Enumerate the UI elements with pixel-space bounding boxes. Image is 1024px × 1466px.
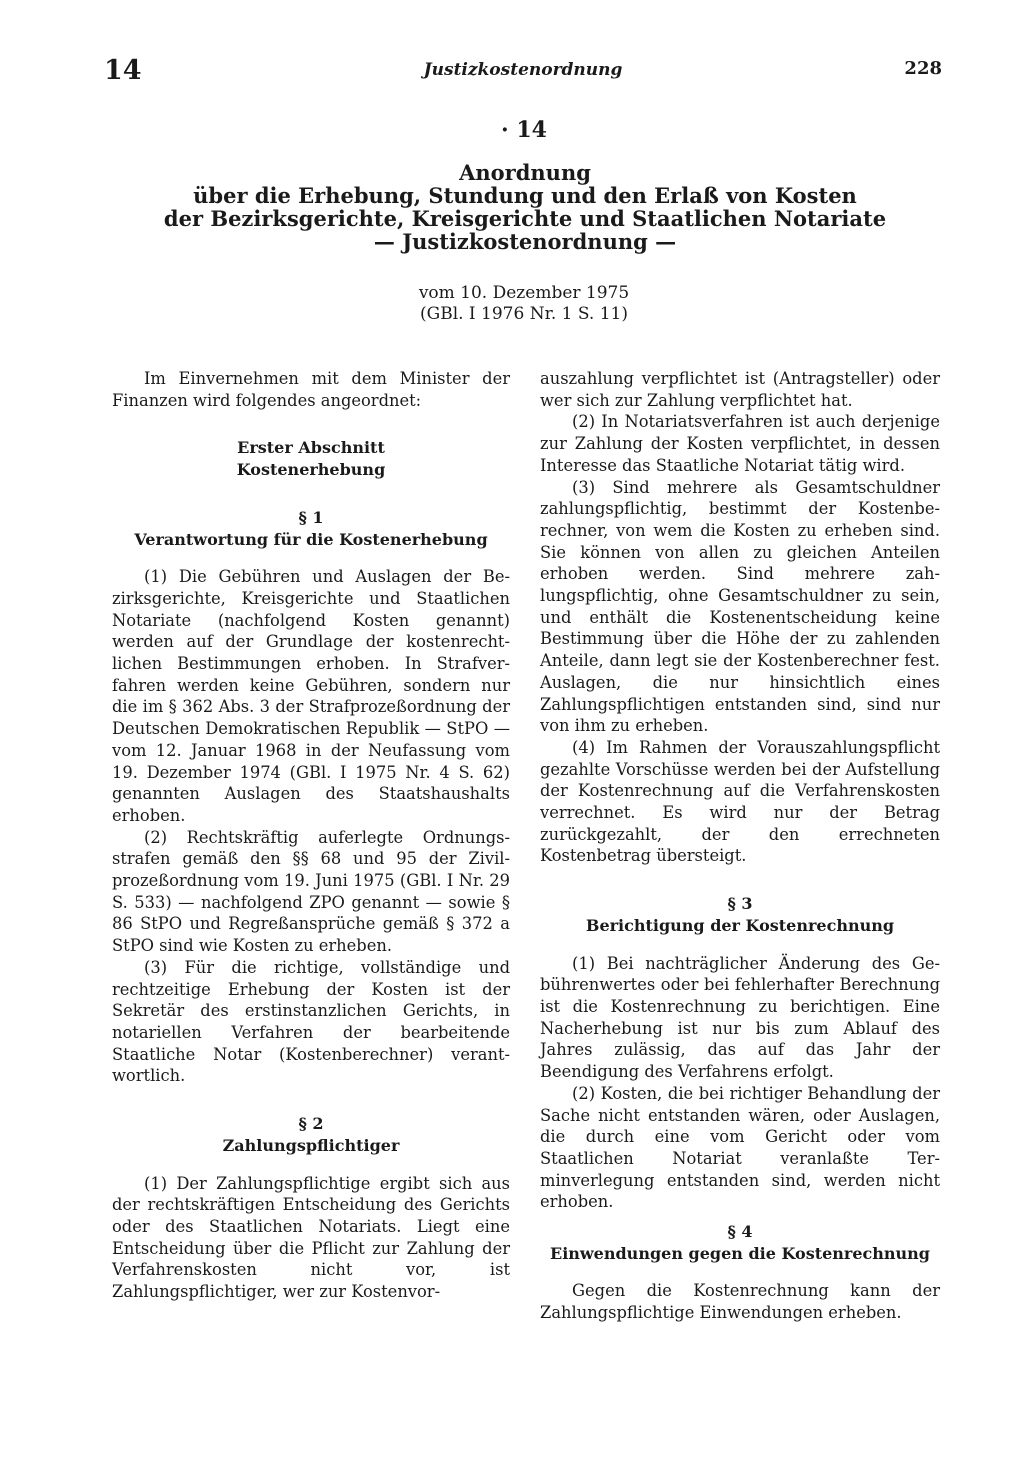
running-head [104,56,942,86]
paragraph-2-subsection-3: (3) Sind mehrere als Gesamtschuldner zahlungspflichtig, bestimmt der Kostenberechner, von wem die Kosten zu erheben sind. Sie können von allen zu gleichen Anteilen erhoben werden. Sind mehrere zahlungspflichtig, ohne Gesamtschuldner zu sein, und enthält die Kostenentscheidung keine Bestimmung über die Höhe der zu zahlenden Anteile, dann legt sie der Kostenberechner fest. Auslagen, die nur hinsichtlich eines Zahlungspflichtigen entstanden sind, sind nur von ihm zu erheben. [540,477,940,736]
title-line: — Justizkostenordnung — [373,229,677,254]
paragraph-3-title: Berichtigung der Kostenrechnung [585,915,895,935]
document-title [120,161,930,253]
left-column [112,368,510,1303]
title-line: der Bezirksgerichte, Kreisgerichte und Staatlichen Notariate [163,206,887,231]
preamble: Im Einvernehmen mit dem Minister der Finanzen wird folgendes angeordnet: [112,369,510,410]
paragraph-2-title: Zahlungspflichtiger [222,1135,400,1155]
document-date [300,283,748,325]
paragraph-3-subsection-2: (2) Kosten, die bei richtiger Behandlung der Sache nicht entstanden wären, oder Auslagen, die durch eine vom Gericht oder vom Staatlichen Notariat veranlaßte Terminverlegung entstanden sind, werden nicht erhoben. [540,1083,940,1212]
paragraph-1-title: Verantwortung für die Kostenerhebung [134,529,488,549]
paragraph-4-text: Gegen die Kostenrechnung kann der Zahlungspflichtige Einwendungen erheben. [540,1281,940,1323]
right-column [540,368,940,1324]
running-head-title: Justizkostenordnung [423,60,623,80]
paragraph-2-subsection-1-continued: auszahlung verpflichtet ist (Antragsteller) oder wer sich zur Zahlung verpflichtet hat. [540,369,940,410]
running-head-section-number: 14 [104,55,142,86]
paragraph-2-subsection-4: (4) Im Rahmen der Vorauszahlungspflicht gezahlte Vorschüsse werden bei der Aufstellung der Kostenrechnung auf die Verfahrenskosten verrechnet. Es wird nur der Betrag zurückgezahlt, der den errechneten Kostenbetrag übersteigt. [540,737,940,866]
document-number: · 14 [501,117,547,143]
paragraph-3-number: § 3 [727,894,753,914]
paragraph-2-subsection-2: (2) In Notariatsverfahren ist auch derjenige zur Zahlung der Kosten verpflichtet, in dessen Interesse das Staatliche Notariat tätig wird. [540,412,940,475]
paragraph-4-title: Einwendungen gegen die Kostenrechnung [550,1243,930,1263]
gazette-reference: (GBl. I 1976 Nr. 1 S. 11) [419,304,628,324]
section-heading-number: Erster Abschnitt [237,438,385,458]
date-line: vom 10. Dezember 1975 [418,283,630,303]
paragraph-2-subsection-1: (1) Der Zahlungspflichtige ergibt sich aus der rechtskräftigen Entscheidung des Gerichts oder des Staatlichen Notariats. Liegt eine Entscheidung über die Pflicht zur Zahlung der Verfahrenskosten nicht vor, ist Zahlungspflichtiger, wer zur Kostenvor- [112,1173,510,1302]
paragraph-3-subsection-1: (1) Bei nachträglicher Änderung des Gebührenwertes oder bei fehlerhafter Berechnung ist die Kostenrechnung zu berichtigen. Eine Nacherhebung ist nur bis zum Ablauf des Jahres zulässig, das auf das Jahr der Beendigung des Verfahrens erfolgt. [540,953,940,1082]
page-number: 228 [904,58,942,79]
section-heading-title: Kostenerhebung [236,460,386,480]
paragraph-1-number: § 1 [298,507,324,527]
title-line: Anordnung [459,160,591,185]
paragraph-2-number: § 2 [298,1114,324,1134]
paragraph-1-subsection-1: (1) Die Gebühren und Auslagen der Bezirksgerichte, Kreisgerichte und Staatlichen Notariate (nachfolgend Kosten genannt) werden auf der Grundlage der kostenrechtlichen Bestimmungen erhoben. In Strafverfahren werden keine Gebühren, sondern nur die im § 362 Abs. 3 der Strafprozeßordnung der Deutschen Demokratischen Republik — StPO — vom 12. Januar 1968 in der Neufassung vom 19. Dezember 1974 (GBl. I 1975 Nr. 4 S. 62) genannten Auslagen des Staatshaushalts erhoben. [112,567,510,825]
paragraph-4-number: § 4 [727,1222,753,1242]
paragraph-1-subsection-3: (3) Für die richtige, vollständige und rechtzeitige Erhebung der Kosten ist der Sekretär des erstinstanzlichen Gerichts, in notariellen Verfahren der bearbeitende Staatliche Notar (Kostenberechner) verantwortlich. [112,957,510,1086]
paragraph-1-subsection-2: (2) Rechtskräftig auferlegte Ordnungsstrafen gemäß den §§ 68 und 95 der Zivilprozeßordnung vom 19. Juni 1975 (GBl. I Nr. 29 S. 533) — nachfolgend ZPO genannt — sowie § 86 StPO und Regreßansprüche gemäß § 372 a StPO sind wie Kosten zu erheben. [112,827,510,956]
title-line: über die Erhebung, Stundung und den Erlaß von Kosten [193,183,857,208]
